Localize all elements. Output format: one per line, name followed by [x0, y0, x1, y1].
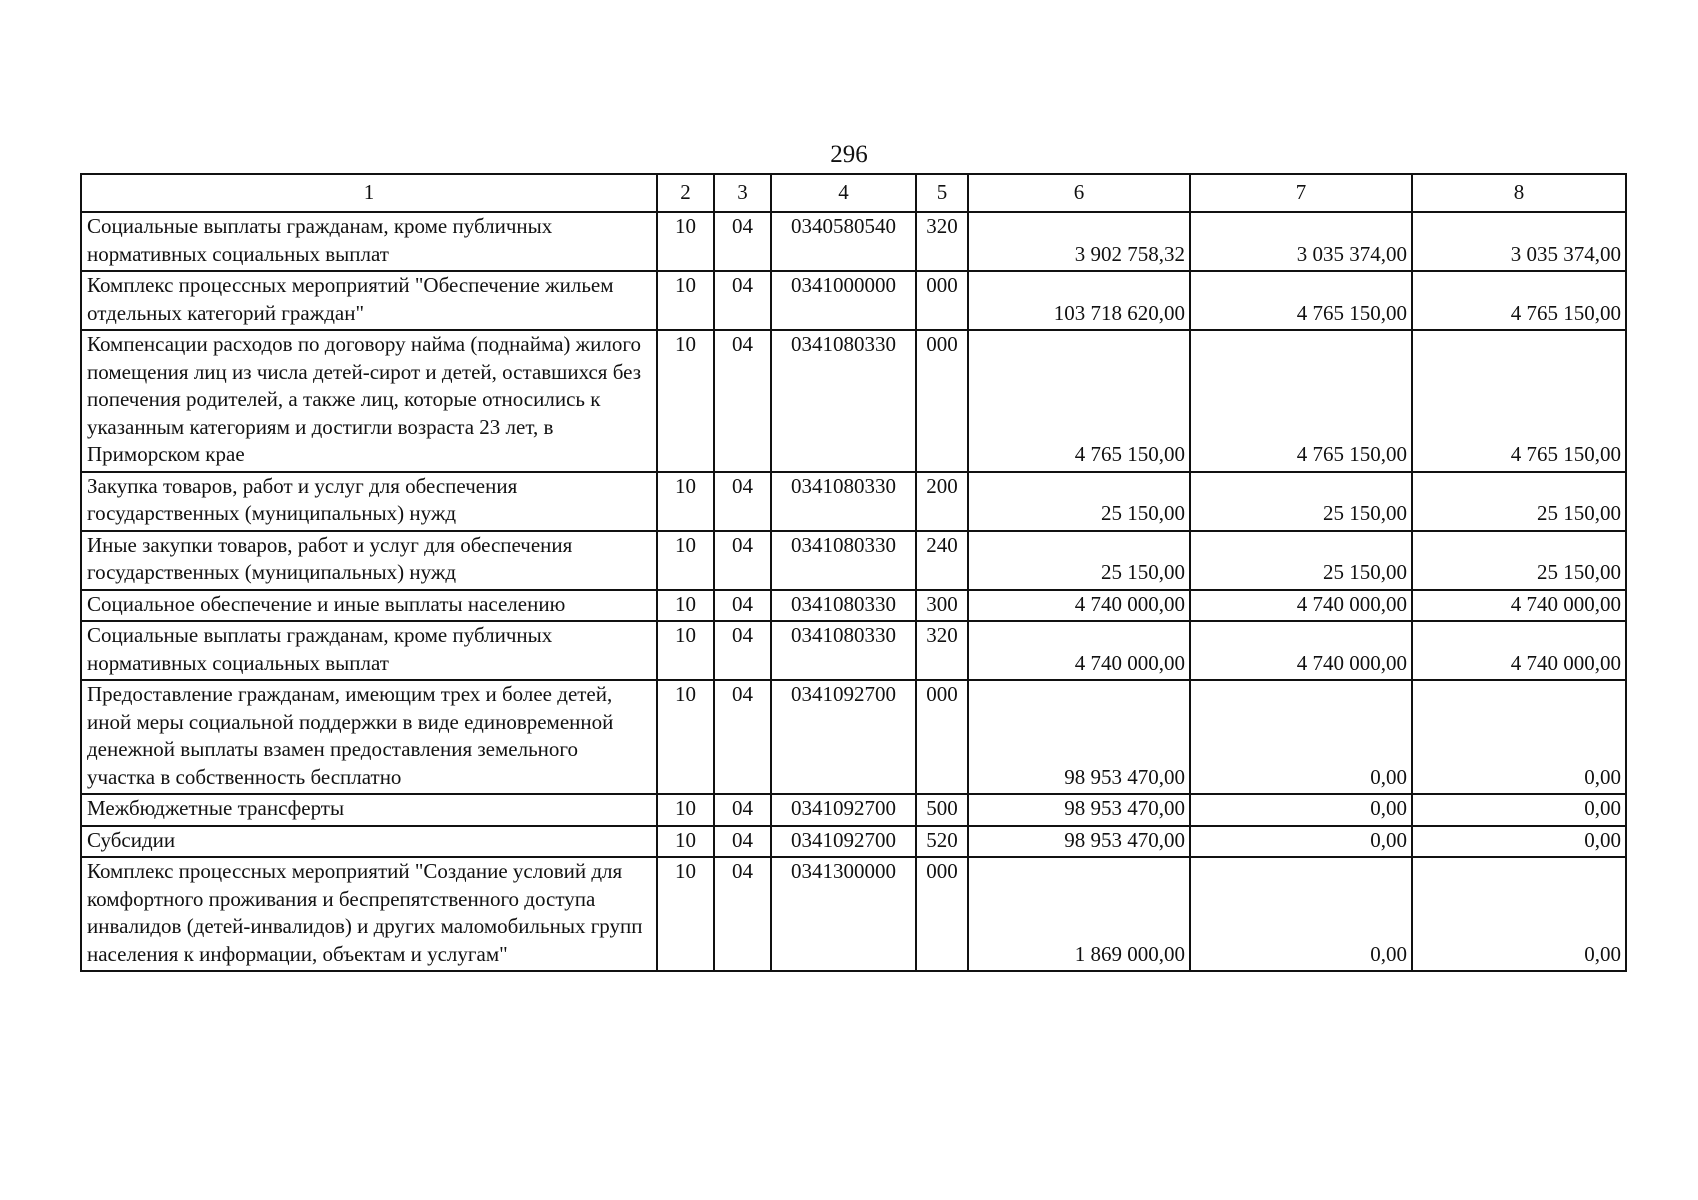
amount-col8-cell: 4 765 150,00 [1412, 330, 1626, 472]
amount-col6-cell: 25 150,00 [968, 531, 1190, 590]
row-name-cell: Комплекс процессных мероприятий "Обеспечение жильем отдельных категорий граждан" [81, 271, 657, 330]
header-row [81, 174, 1626, 212]
amount-col7-cell: 4 740 000,00 [1190, 621, 1412, 680]
amount-col6-cell: 4 740 000,00 [968, 621, 1190, 680]
amount-col8-cell: 0,00 [1412, 857, 1626, 971]
subsection-code-cell: 04 [714, 531, 771, 590]
target-item-cell: 0341092700 [771, 826, 916, 858]
section-code-cell: 10 [657, 590, 714, 622]
amount-col7-cell: 4 765 150,00 [1190, 271, 1412, 330]
target-item-cell: 0341080330 [771, 472, 916, 531]
expense-type-cell: 000 [916, 330, 968, 472]
section-code-cell: 10 [657, 531, 714, 590]
column-header: 1 [81, 174, 657, 212]
column-header: 8 [1412, 174, 1626, 212]
row-name-cell: Субсидии [81, 826, 657, 858]
amount-col8-cell: 4 765 150,00 [1412, 271, 1626, 330]
subsection-code-cell: 04 [714, 794, 771, 826]
column-header: 5 [916, 174, 968, 212]
expense-type-cell: 000 [916, 857, 968, 971]
section-code-cell: 10 [657, 472, 714, 531]
expense-type-cell: 500 [916, 794, 968, 826]
budget-table [80, 173, 1627, 972]
row-name-cell: Межбюджетные трансферты [81, 794, 657, 826]
table-row [81, 857, 1626, 971]
row-name-cell: Социальные выплаты гражданам, кроме публичных нормативных социальных выплат [81, 212, 657, 271]
subsection-code-cell: 04 [714, 621, 771, 680]
amount-col6-cell: 3 902 758,32 [968, 212, 1190, 271]
amount-col7-cell: 25 150,00 [1190, 472, 1412, 531]
table-row [81, 621, 1626, 680]
amount-col8-cell: 4 740 000,00 [1412, 621, 1626, 680]
column-header: 2 [657, 174, 714, 212]
section-code-cell: 10 [657, 621, 714, 680]
amount-col8-cell: 25 150,00 [1412, 531, 1626, 590]
target-item-cell: 0341092700 [771, 680, 916, 794]
table-row [81, 531, 1626, 590]
target-item-cell: 0341080330 [771, 531, 916, 590]
amount-col8-cell: 3 035 374,00 [1412, 212, 1626, 271]
column-header: 7 [1190, 174, 1412, 212]
target-item-cell: 0340580540 [771, 212, 916, 271]
row-name-cell: Закупка товаров, работ и услуг для обеспечения государственных (муниципальных) нужд [81, 472, 657, 531]
table-row [81, 271, 1626, 330]
amount-col7-cell: 4 765 150,00 [1190, 330, 1412, 472]
expense-type-cell: 000 [916, 680, 968, 794]
section-code-cell: 10 [657, 826, 714, 858]
table-row [81, 330, 1626, 472]
expense-type-cell: 520 [916, 826, 968, 858]
amount-col6-cell: 98 953 470,00 [968, 826, 1190, 858]
row-name-cell: Предоставление гражданам, имеющим трех и более детей, иной меры социальной поддержки в виде единовременной денежной выплаты взамен предоставления земельного участка в собственность бесплатно [81, 680, 657, 794]
amount-col6-cell: 25 150,00 [968, 472, 1190, 531]
amount-col6-cell: 4 740 000,00 [968, 590, 1190, 622]
subsection-code-cell: 04 [714, 857, 771, 971]
subsection-code-cell: 04 [714, 590, 771, 622]
amount-col8-cell: 25 150,00 [1412, 472, 1626, 531]
amount-col6-cell: 98 953 470,00 [968, 680, 1190, 794]
target-item-cell: 0341300000 [771, 857, 916, 971]
row-name-cell: Социальные выплаты гражданам, кроме публичных нормативных социальных выплат [81, 621, 657, 680]
expense-type-cell: 320 [916, 621, 968, 680]
expense-type-cell: 300 [916, 590, 968, 622]
amount-col7-cell: 0,00 [1190, 680, 1412, 794]
table-row [81, 212, 1626, 271]
amount-col7-cell: 25 150,00 [1190, 531, 1412, 590]
amount-col6-cell: 1 869 000,00 [968, 857, 1190, 971]
amount-col7-cell: 3 035 374,00 [1190, 212, 1412, 271]
target-item-cell: 0341080330 [771, 590, 916, 622]
section-code-cell: 10 [657, 271, 714, 330]
table-body [81, 212, 1626, 971]
amount-col8-cell: 0,00 [1412, 794, 1626, 826]
amount-col8-cell: 0,00 [1412, 826, 1626, 858]
subsection-code-cell: 04 [714, 472, 771, 531]
column-header: 3 [714, 174, 771, 212]
table-row [81, 826, 1626, 858]
row-name-cell: Иные закупки товаров, работ и услуг для обеспечения государственных (муниципальных) нужд [81, 531, 657, 590]
subsection-code-cell: 04 [714, 826, 771, 858]
subsection-code-cell: 04 [714, 271, 771, 330]
amount-col8-cell: 4 740 000,00 [1412, 590, 1626, 622]
amount-col7-cell: 4 740 000,00 [1190, 590, 1412, 622]
amount-col6-cell: 98 953 470,00 [968, 794, 1190, 826]
row-name-cell: Социальное обеспечение и иные выплаты населению [81, 590, 657, 622]
expense-type-cell: 000 [916, 271, 968, 330]
column-header: 6 [968, 174, 1190, 212]
table-row [81, 794, 1626, 826]
section-code-cell: 10 [657, 330, 714, 472]
expense-type-cell: 240 [916, 531, 968, 590]
subsection-code-cell: 04 [714, 680, 771, 794]
target-item-cell: 0341092700 [771, 794, 916, 826]
section-code-cell: 10 [657, 680, 714, 794]
amount-col7-cell: 0,00 [1190, 857, 1412, 971]
section-code-cell: 10 [657, 794, 714, 826]
target-item-cell: 0341000000 [771, 271, 916, 330]
expense-type-cell: 320 [916, 212, 968, 271]
subsection-code-cell: 04 [714, 212, 771, 271]
target-item-cell: 0341080330 [771, 621, 916, 680]
page-number: 296 [830, 141, 868, 168]
amount-col8-cell: 0,00 [1412, 680, 1626, 794]
subsection-code-cell: 04 [714, 330, 771, 472]
table-row [81, 680, 1626, 794]
target-item-cell: 0341080330 [771, 330, 916, 472]
row-name-cell: Компенсации расходов по договору найма (поднайма) жилого помещения лиц из числа детей-сирот и детей, оставшихся без попечения родителей, а также лиц, которые относились к указанным категориям и достигли возраста 23 лет, в Приморском крае [81, 330, 657, 472]
section-code-cell: 10 [657, 857, 714, 971]
expense-type-cell: 200 [916, 472, 968, 531]
amount-col7-cell: 0,00 [1190, 794, 1412, 826]
table-row [81, 590, 1626, 622]
amount-col6-cell: 4 765 150,00 [968, 330, 1190, 472]
amount-col6-cell: 103 718 620,00 [968, 271, 1190, 330]
table-row [81, 472, 1626, 531]
amount-col7-cell: 0,00 [1190, 826, 1412, 858]
column-header: 4 [771, 174, 916, 212]
row-name-cell: Комплекс процессных мероприятий "Создание условий для комфортного проживания и беспрепятственного доступа инвалидов (детей-инвалидов) и других маломобильных групп населения к информации, объектам и услугам" [81, 857, 657, 971]
section-code-cell: 10 [657, 212, 714, 271]
